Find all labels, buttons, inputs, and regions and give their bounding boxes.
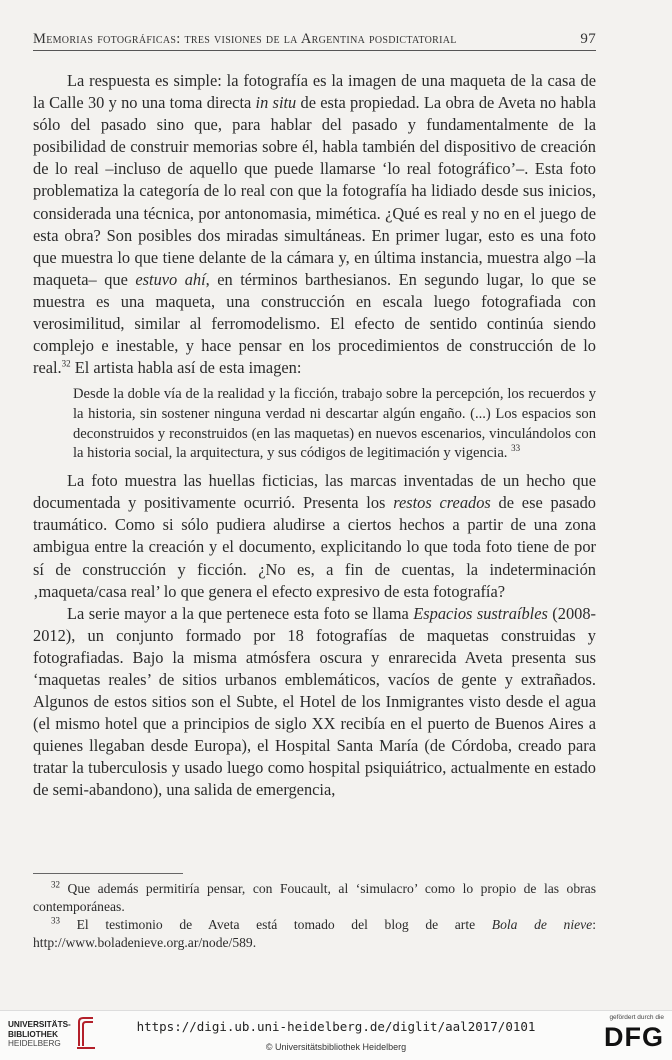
italic-term: Bola de nieve	[491, 917, 593, 932]
dfg-logo[interactable]: DFG	[604, 1022, 664, 1052]
italic-term: restos creados	[393, 493, 491, 513]
text-run: La foto muestra las huellas ficticias, las marcas inventadas de un hecho que documentada y positivamente ocurrió. Presenta los	[33, 471, 596, 513]
quote-text: Desde la doble vía de la realidad y la ficción, trabajo sobre la percepción, los recuerdos y la historia, sin sostener ninguna verdad ni descartar algún engaño. (...) Los espacios son deconstruidos y reconstruidos (en las maquetas) en nuevos escenarios, vinculándolos con la historia social, la arquitectura, y sus códigos de legitimación y vigencia.	[73, 386, 596, 462]
footnote-number: 33	[51, 915, 60, 926]
footnote-33	[33, 916, 596, 952]
text-run: El artista habla así de esta imagen:	[70, 358, 302, 378]
italic-term: estuvo ahí	[135, 269, 206, 289]
paragraph-1	[33, 70, 596, 379]
footnote-text: Que además permitiría pensar, con Foucault, al ‘simulacro’ como lo propio de las obras contemporáneas.	[33, 881, 596, 914]
footnote-text: : http://www.boladenieve.org.ar/node/589.	[33, 917, 596, 950]
footnote-ref-32[interactable]: 32	[61, 358, 71, 369]
text-run: La respuesta es simple: la fotografía es la imagen de una maqueta de la casa de la Calle 30 y no una toma directa	[33, 71, 596, 113]
digitization-footer	[0, 1010, 672, 1060]
text-run: de ese pasado traumático. Como si sólo pudiera aludirse a ciertos hechos a partir de una zona ambigua entre la creación y el documento, explicitando lo que toda foto tiene de por sí de construcción y ficción. ¿No es, a fin de cuentas, la indeterminación ‚maqueta/casa real’ lo que genera el efecto expresivo de esta fotografía?	[33, 493, 596, 601]
paragraph-3	[33, 603, 596, 802]
italic-term: in situ	[255, 93, 297, 113]
text-run: , en términos barthesianos. En segundo lugar, lo que se muestra es una maqueta, una construcción en escala luego fotografiada con verosimilitud, similar al ferromodelismo. El efecto de sentido continúa siendo complejo e inestable, y hace pensar en los procedimientos de construcción de lo real.	[33, 269, 597, 378]
footnotes	[33, 880, 596, 952]
footnote-text: El testimonio de Aveta está tomado del blog de arte	[60, 917, 492, 932]
text-run: (2008-2012), un conjunto formado por 18 fotografías de maquetas construidas y fotografiadas. Bajo la misma atmósfera oscura y enrarecida Aveta presenta sus ‘maquetas reales’ de sitios urbanos emblemáticos, vacíos de gente y extrañados. Algunos de estos sitios son el Subte, el Hotel de los Inmigrantes visto desde el agua (el mismo hotel que a principios de siglo XX recibía en el puerto de Buenos Aires a quienes llegaban desde Europa), el Hospital Santa María (de Córdoba, creado para tratar la tuberculosis y usado luego como hospital psiquiátrico, actualmente en estado de semi-abandono), una salida de emergencia,	[33, 603, 597, 800]
library-logo-text[interactable]: UNIVERSITÄTS- BIBLIOTHEK HEIDELBERG	[8, 1020, 71, 1048]
copyright-notice: © Universitätsbibliothek Heidelberg	[265, 1042, 407, 1052]
text-run: La serie mayor a la que pertenece esta foto se llama	[67, 603, 414, 623]
text-run: de esta propiedad. La obra de Aveta no habla sólo del pasado sino que, para hablar del pasado y fundamentalmente de la posibilidad de construir memorias sobre él, habla también del dispositivo de creación de lo real –incluso de aquello que puede llamarse ‘lo real fotográfico’–. Esta foto problematiza la categoría de lo real con que la fotografía ha lidiado desde sus inicios, considerada una técnica, por antonomasia, mimética. ¿Qué es real y no en el juego de esta obra? Son posibles dos miradas simultáneas. En primer lugar, esto es una foto que muestra lo que tiene delante de la cámara y, en última instancia, muestra algo –la maqueta– que	[33, 93, 597, 289]
main-text	[33, 70, 596, 802]
running-head	[33, 30, 596, 51]
footnote-32	[33, 880, 596, 916]
paragraph-2	[33, 470, 596, 603]
block-quote	[73, 385, 596, 464]
source-url[interactable]: https://digi.ub.uni-heidelberg.de/diglit/aal2017/0101	[136, 1019, 536, 1034]
page-number: 97	[580, 31, 596, 47]
italic-term: Espacios sustraíbles	[413, 603, 548, 623]
footnote-ref-33[interactable]: 33	[511, 443, 521, 454]
footnote-number: 32	[51, 879, 60, 890]
running-head-title: Memorias fotográficas: tres visiones de la Argentina posdictatorial	[33, 31, 457, 47]
funded-by-label: gefördert durch die	[609, 1014, 664, 1021]
footnote-divider	[33, 873, 183, 874]
